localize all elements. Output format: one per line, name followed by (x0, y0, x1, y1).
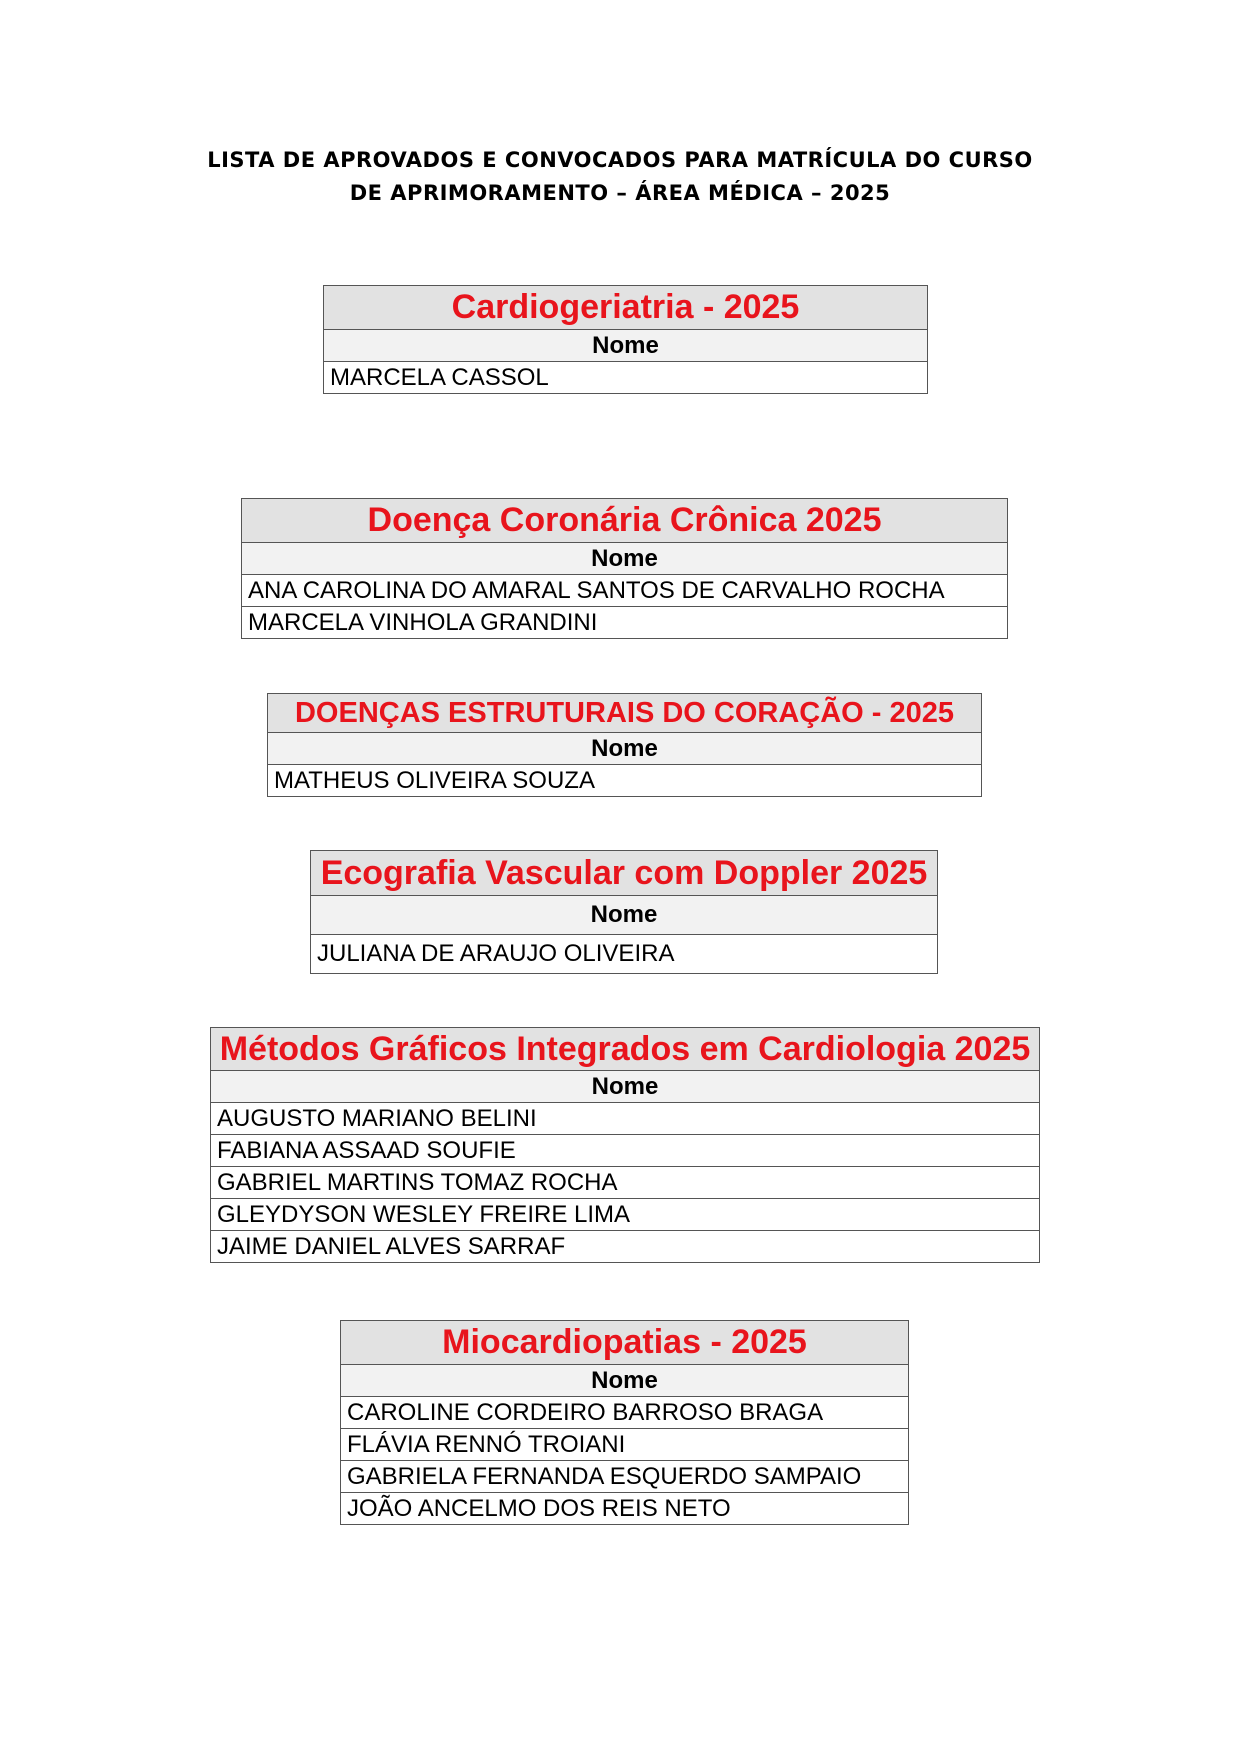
course-title: Métodos Gráficos Integrados em Cardiologia 2025 (211, 1028, 1040, 1071)
course-title: Doença Coronária Crônica 2025 (242, 499, 1008, 543)
course-table-miocardiopatias (340, 1320, 909, 1525)
table-row (211, 1103, 1040, 1135)
student-name: AUGUSTO MARIANO BELINI (211, 1103, 1040, 1135)
table-row (341, 1397, 909, 1429)
student-name: GABRIEL MARTINS TOMAZ ROCHA (211, 1167, 1040, 1199)
course-title: Ecografia Vascular com Doppler 2025 (311, 851, 938, 896)
student-name: JAIME DANIEL ALVES SARRAF (211, 1231, 1040, 1263)
table-row (341, 1493, 909, 1525)
table-row (211, 1167, 1040, 1199)
course-title: Miocardiopatias - 2025 (341, 1321, 909, 1365)
student-name: JULIANA DE ARAUJO OLIVEIRA (311, 935, 938, 974)
table-row (211, 1135, 1040, 1167)
course-table-doenca-coronaria-cronica (241, 498, 1008, 639)
column-header-nome: Nome (341, 1365, 909, 1397)
column-header-nome: Nome (211, 1071, 1040, 1103)
course-title: Cardiogeriatria - 2025 (324, 286, 928, 330)
table-row (211, 1199, 1040, 1231)
table-row (324, 362, 928, 394)
table-row (341, 1429, 909, 1461)
column-header-nome: Nome (324, 330, 928, 362)
column-header-nome: Nome (268, 733, 982, 765)
column-header-nome: Nome (311, 896, 938, 935)
document-title-line-1: LISTA DE APROVADOS E CONVOCADOS PARA MATRÍCULA DO CURSO (207, 148, 1033, 172)
table-row (242, 575, 1008, 607)
course-table-ecografia-vascular (310, 850, 938, 974)
student-name: ANA CAROLINA DO AMARAL SANTOS DE CARVALHO ROCHA (242, 575, 1008, 607)
course-title: DOENÇAS ESTRUTURAIS DO CORAÇÃO - 2025 (268, 694, 982, 733)
course-table-metodos-graficos (210, 1027, 1040, 1263)
course-table-doencas-estruturais (267, 693, 982, 797)
student-name: JOÃO ANCELMO DOS REIS NETO (341, 1493, 909, 1525)
student-name: MATHEUS OLIVEIRA SOUZA (268, 765, 982, 797)
table-row (268, 765, 982, 797)
student-name: GLEYDYSON WESLEY FREIRE LIMA (211, 1199, 1040, 1231)
student-name: FLÁVIA RENNÓ TROIANI (341, 1429, 909, 1461)
table-row (211, 1231, 1040, 1263)
student-name: CAROLINE CORDEIRO BARROSO BRAGA (341, 1397, 909, 1429)
table-row (341, 1461, 909, 1493)
student-name: MARCELA VINHOLA GRANDINI (242, 607, 1008, 639)
column-header-nome: Nome (242, 543, 1008, 575)
table-row (242, 607, 1008, 639)
course-table-cardiogeriatria (323, 285, 928, 394)
student-name: GABRIELA FERNANDA ESQUERDO SAMPAIO (341, 1461, 909, 1493)
student-name: FABIANA ASSAAD SOUFIE (211, 1135, 1040, 1167)
document-title-line-2: DE APRIMORAMENTO – ÁREA MÉDICA – 2025 (349, 181, 891, 205)
table-row (311, 935, 938, 974)
student-name: MARCELA CASSOL (324, 362, 928, 394)
